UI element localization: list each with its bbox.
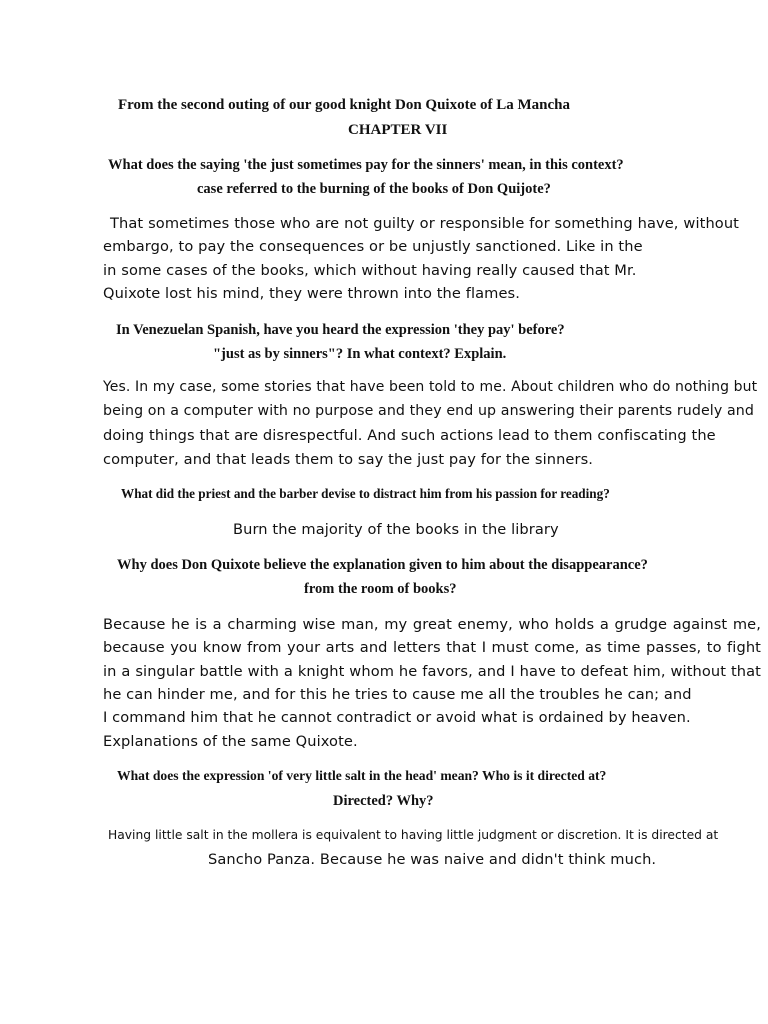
- question-1-line-2: case referred to the burning of the books of Don Quijote?: [197, 181, 551, 197]
- answer-1-line-4: Quixote lost his mind, they were thrown into the flames.: [103, 285, 520, 302]
- question-4-line-2: from the room of books?: [304, 581, 457, 597]
- answer-4-line-1: Because he is a charming wise man, my great enemy, who holds a grudge against me,: [103, 616, 761, 633]
- answer-4-line-6: Explanations of the same Quixote.: [103, 733, 358, 750]
- answer-4-line-3: in a singular battle with a knight whom he favors, and I have to defeat him, without that: [103, 663, 761, 680]
- answer-4-line-4: he can hinder me, and for this he tries to cause me all the troubles he can; and: [103, 686, 692, 703]
- question-1-line-1: What does the saying 'the just sometimes pay for the sinners' mean, in this context?: [108, 157, 624, 173]
- question-2-line-1: In Venezuelan Spanish, have you heard the expression 'they pay' before?: [116, 322, 565, 338]
- answer-3-line-1: Burn the majority of the books in the library: [233, 521, 559, 538]
- answer-1-line-3: in some cases of the books, which without having really caused that Mr.: [103, 262, 637, 279]
- answer-1-line-2: embargo, to pay the consequences or be unjustly sanctioned. Like in the: [103, 238, 643, 255]
- answer-2-line-4: computer, and that leads them to say the just pay for the sinners.: [103, 451, 594, 468]
- answer-4-line-2: because you know from your arts and letters that I must come, as time passes, to fight: [103, 639, 761, 656]
- answer-5-line-2: Sancho Panza. Because he was naive and didn't think much.: [208, 851, 657, 868]
- answer-1-line-1: That sometimes those who are not guilty or responsible for something have, without: [110, 215, 739, 232]
- answer-2-line-3: doing things that are disrespectful. And such actions lead to them confiscating the: [103, 427, 716, 444]
- question-2-line-2: "just as by sinners"? In what context? Explain.: [213, 346, 507, 362]
- question-5-line-1: What does the expression 'of very little salt in the head' mean? Who is it directed at?: [117, 768, 607, 783]
- answer-4-line-5: I command him that he cannot contradict or avoid what is ordained by heaven.: [103, 709, 691, 726]
- question-5-line-2: Directed? Why?: [333, 793, 434, 809]
- chapter-title: CHAPTER VII: [348, 122, 448, 138]
- answer-2-line-2: being on a computer with no purpose and they end up answering their parents rudely and: [103, 403, 754, 419]
- outing-heading: From the second outing of our good knight Don Quixote of La Mancha: [118, 97, 570, 113]
- answer-5-line-1: Having little salt in the mollera is equivalent to having little judgment or discretion. It is directed at: [108, 828, 719, 842]
- question-3-line-1: What did the priest and the barber devise to distract him from his passion for reading?: [121, 486, 610, 501]
- question-4-line-1: Why does Don Quixote believe the explanation given to him about the disappearance?: [117, 557, 648, 573]
- answer-2-line-1: Yes. In my case, some stories that have been told to me. About children who do nothing but: [103, 379, 758, 395]
